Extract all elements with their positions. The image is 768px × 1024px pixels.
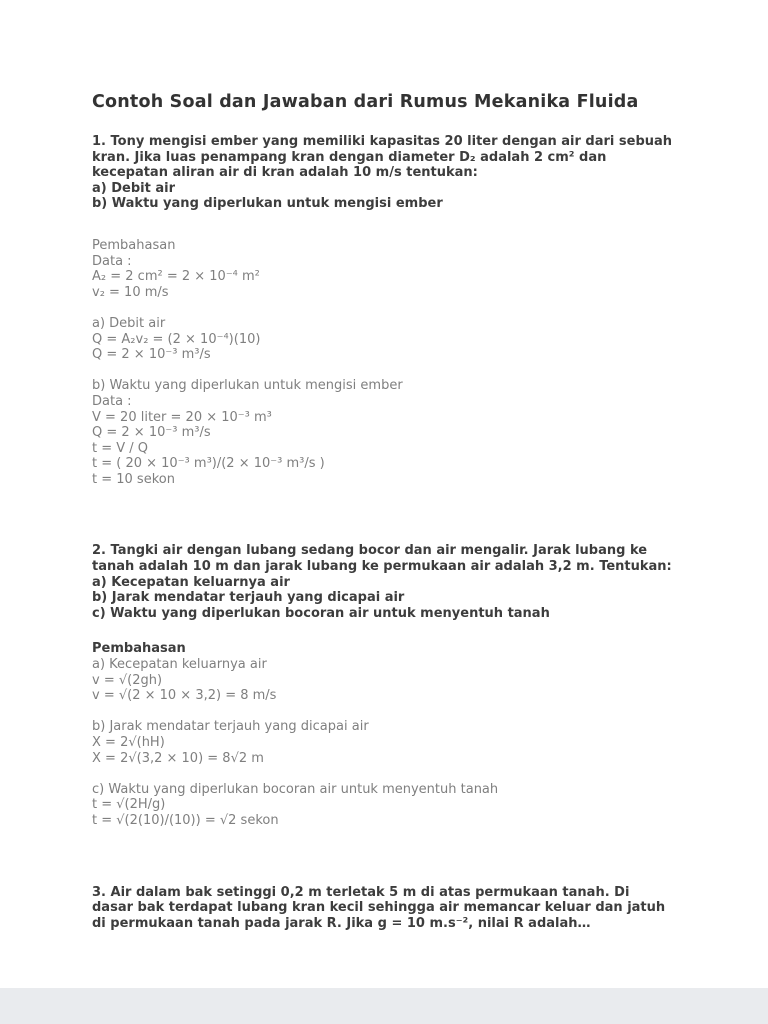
solution-line: Q = A₂v₂ = (2 × 10⁻⁴)(10) (92, 331, 261, 347)
statement-line: 3. Air dalam bak setinggi 0,2 m terletak 5 m di atas permukaan tanah. Di dasar bak terdapat lubang kran kecil sehingga air memancar keluar dan jatuh di permukaan tanah pada jarak R. Jika g = 10 m.s⁻², nilai R adalah… (92, 884, 666, 931)
problem-1 (92, 134, 674, 487)
solution-line: t = 10 sekon (92, 471, 175, 487)
problem-1-solution (92, 238, 674, 488)
solution-line: b) Waktu yang diperlukan untuk mengisi ember (92, 378, 403, 394)
solution-group (92, 782, 674, 829)
statement-line: a) Debit air (92, 180, 175, 196)
solution-line: v₂ = 10 m/s (92, 284, 169, 300)
page-title: Contoh Soal dan Jawaban dari Rumus Mekanika Fluida (92, 92, 639, 112)
solution-line: X = 2√(3,2 × 10) = 8√2 m (92, 750, 264, 766)
solution-line: Pembahasan (92, 237, 176, 253)
solution-group (92, 657, 674, 704)
problem-2-solution (92, 657, 674, 829)
solution-line: Q = 2 × 10⁻³ m³/s (92, 425, 211, 441)
statement-line: b) Waktu yang diperlukan untuk mengisi ember (92, 196, 443, 212)
solution-line: Q = 2 × 10⁻³ m³/s (92, 347, 211, 363)
solution-line: A₂ = 2 cm² = 2 × 10⁻⁴ m² (92, 269, 260, 285)
viewer-background-band (0, 988, 768, 1024)
problem-2 (92, 543, 674, 828)
solution-line: v = √(2gh) (92, 672, 163, 688)
solution-line: X = 2√(hH) (92, 735, 165, 750)
solution-group (92, 378, 674, 487)
solution-line: a) Debit air (92, 315, 166, 331)
problem-2-statement (92, 543, 674, 621)
solution-line: c) Waktu yang diperlukan bocoran air untuk menyentuh tanah (92, 781, 499, 797)
solution-line: t = ( 20 × 10⁻³ m³)/(2 × 10⁻³ m³/s ) (92, 456, 325, 472)
solution-line: Data : (92, 253, 132, 269)
solution-line: t = √(2H/g) (92, 797, 166, 813)
pembahasan-label: Pembahasan (92, 641, 186, 657)
statement-line: a) Kecepatan keluarnya air (92, 574, 290, 590)
problem-3-statement (92, 885, 674, 932)
problem-1-statement (92, 134, 674, 212)
solution-group (92, 316, 674, 363)
solution-line: b) Jarak mendatar terjauh yang dicapai air (92, 719, 369, 735)
statement-line: 1. Tony mengisi ember yang memiliki kapasitas 20 liter dengan air dari sebuah kran. Jika luas penampang kran dengan diameter D₂ adalah 2 cm² dan kecepatan aliran air di kran adalah 10 m/s tentukan: (92, 134, 673, 181)
problem-3 (92, 885, 674, 932)
solution-line: Data : (92, 393, 132, 409)
solution-group (92, 238, 674, 300)
solution-line: t = √(2(10)/(10)) = √2 sekon (92, 812, 279, 828)
solution-line: t = V / Q (92, 440, 149, 456)
statement-line: b) Jarak mendatar terjauh yang dicapai air (92, 590, 405, 606)
statement-line: c) Waktu yang diperlukan bocoran air untuk menyentuh tanah (92, 605, 550, 621)
solution-line: v = √(2 × 10 × 3,2) = 8 m/s (92, 688, 277, 704)
solution-group (92, 719, 674, 766)
statement-line: 2. Tangki air dengan lubang sedang bocor dan air mengalir. Jarak lubang ke tanah adalah 10 m dan jarak lubang ke permukaan air adalah 3,2 m. Tentukan: (92, 543, 672, 575)
solution-line: a) Kecepatan keluarnya air (92, 657, 267, 673)
solution-line: V = 20 liter = 20 × 10⁻³ m³ (92, 409, 272, 425)
